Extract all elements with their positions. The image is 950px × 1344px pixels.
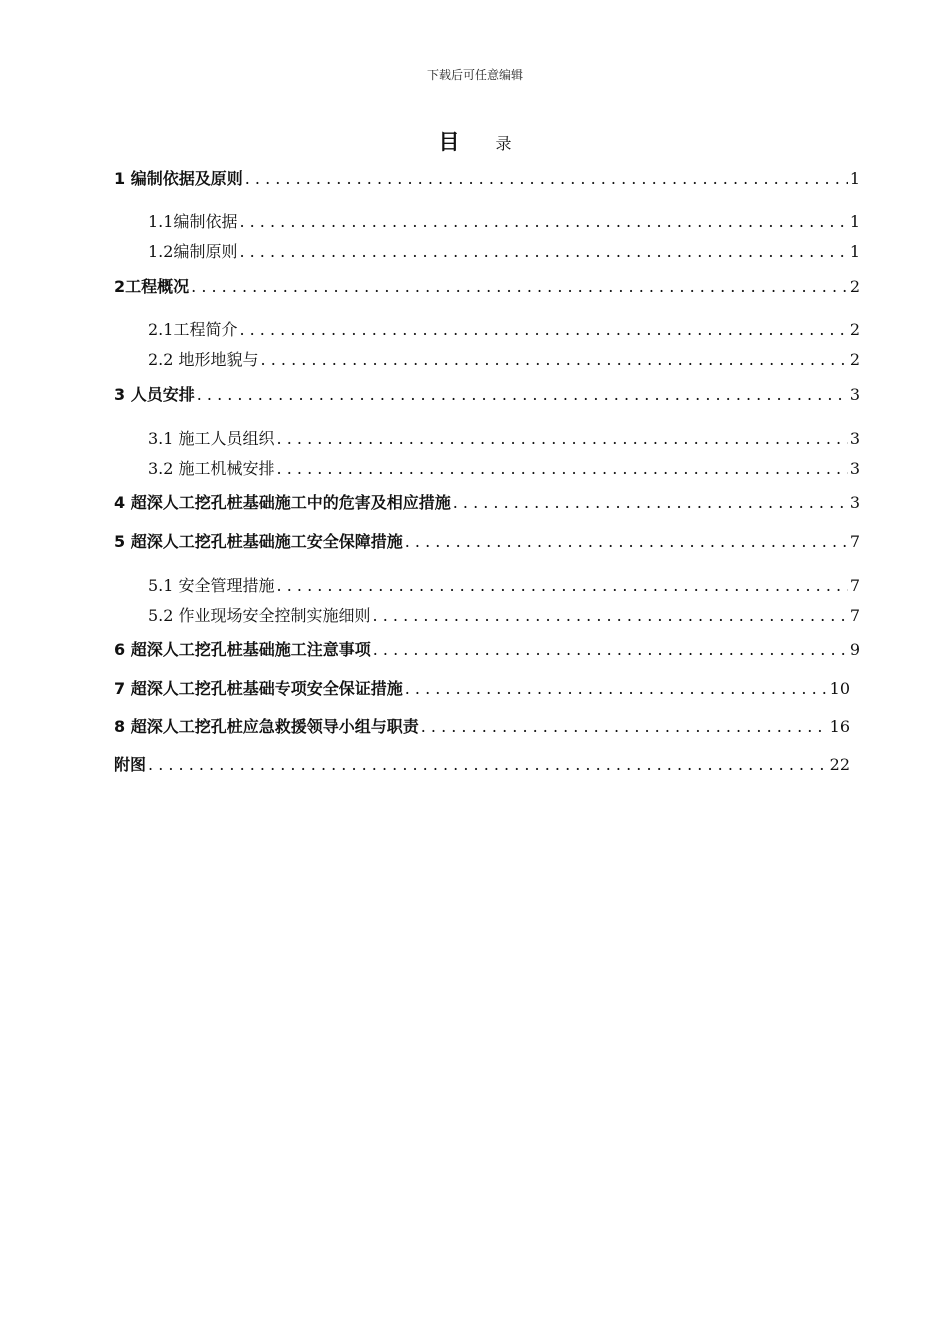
toc-entry[interactable] xyxy=(114,573,860,596)
toc-entry-label: 1.1编制依据 xyxy=(148,212,238,231)
toc-entry[interactable] xyxy=(114,209,860,232)
toc-leader xyxy=(421,717,828,736)
toc-entry-page: 10 xyxy=(829,679,850,698)
toc-entry-page: 7 xyxy=(849,576,860,595)
toc-entry[interactable] xyxy=(114,676,850,699)
toc-entry[interactable] xyxy=(114,529,860,552)
toc-entry[interactable] xyxy=(114,426,860,449)
toc-entry-label: 附图 xyxy=(114,755,147,774)
toc-leader xyxy=(245,169,848,188)
toc-leader xyxy=(453,493,848,512)
toc-entry-page: 2 xyxy=(849,350,860,369)
toc-entry[interactable] xyxy=(114,637,860,660)
toc-leader xyxy=(239,242,847,261)
toc-entry-page: 1 xyxy=(849,169,860,188)
toc-entry[interactable] xyxy=(114,714,850,737)
page-header: 下载后可任意编辑 xyxy=(426,68,523,82)
toc-entry-label: 7 超深人工挖孔桩基础专项安全保证措施 xyxy=(114,679,403,698)
toc-leader xyxy=(197,385,848,404)
toc-leader xyxy=(148,755,828,774)
toc-entry-page: 1 xyxy=(849,212,860,231)
toc-entry-label: 3.1 施工人员组织 xyxy=(148,429,275,448)
toc-entry-label: 3.2 施工机械安排 xyxy=(148,459,275,478)
toc-leader xyxy=(277,459,848,478)
toc-leader xyxy=(405,679,828,698)
toc-title-main: 目 xyxy=(438,130,460,154)
toc-title-sub: 录 xyxy=(495,134,512,153)
toc-entry[interactable] xyxy=(114,490,860,513)
toc-leader xyxy=(373,606,848,625)
toc-leader xyxy=(405,532,848,551)
toc-entry-label: 1 编制依据及原则 xyxy=(114,169,243,188)
toc-entry-label: 6 超深人工挖孔桩基础施工注意事项 xyxy=(114,640,371,659)
toc-entry-label: 2工程概况 xyxy=(114,277,190,296)
toc-entry-label: 3 人员安排 xyxy=(114,385,195,404)
toc-leader xyxy=(239,212,847,231)
toc-leader xyxy=(261,350,848,369)
toc-entry-label: 2.1工程简介 xyxy=(148,320,238,339)
toc-leader xyxy=(373,640,848,659)
toc-entry-page: 3 xyxy=(849,459,860,478)
toc-entry[interactable] xyxy=(114,456,860,479)
toc-entry-label: 5.2 作业现场安全控制实施细则 xyxy=(148,606,371,625)
toc-entry-page: 7 xyxy=(849,532,860,551)
toc-entry[interactable] xyxy=(114,239,860,262)
toc-entry-page: 3 xyxy=(849,429,860,448)
toc-entry-label: 5.1 安全管理措施 xyxy=(148,576,275,595)
toc-entry-label: 2.2 地形地貌与 xyxy=(148,350,259,369)
toc-leader xyxy=(239,320,847,339)
toc-entry[interactable] xyxy=(114,382,860,405)
toc-entry-page: 9 xyxy=(849,640,860,659)
toc-entry[interactable] xyxy=(114,166,860,189)
toc-entry-page: 2 xyxy=(849,277,860,296)
toc-entry-label: 4 超深人工挖孔桩基础施工中的危害及相应措施 xyxy=(114,493,451,512)
toc-entry-page: 2 xyxy=(849,320,860,339)
toc-entry-page: 16 xyxy=(829,717,850,736)
toc-entry-page: 3 xyxy=(849,493,860,512)
toc-leader xyxy=(277,576,848,595)
toc-entry-page: 1 xyxy=(849,242,860,261)
toc-entry-page: 3 xyxy=(849,385,860,404)
toc-entry[interactable] xyxy=(114,603,860,626)
toc-entry[interactable] xyxy=(114,347,860,370)
toc-entry-page: 22 xyxy=(829,755,850,774)
toc-entry-label: 1.2编制原则 xyxy=(148,242,238,261)
toc-entry-label: 8 超深人工挖孔桩应急救援领导小组与职责 xyxy=(114,717,419,736)
toc-entry[interactable] xyxy=(114,274,860,297)
toc-leader xyxy=(277,429,848,448)
toc-entry[interactable] xyxy=(114,752,850,775)
toc-entry[interactable] xyxy=(114,317,860,340)
toc-leader xyxy=(191,277,848,296)
toc-title xyxy=(0,126,950,156)
toc-entry-label: 5 超深人工挖孔桩基础施工安全保障措施 xyxy=(114,532,403,551)
toc-entry-page: 7 xyxy=(849,606,860,625)
